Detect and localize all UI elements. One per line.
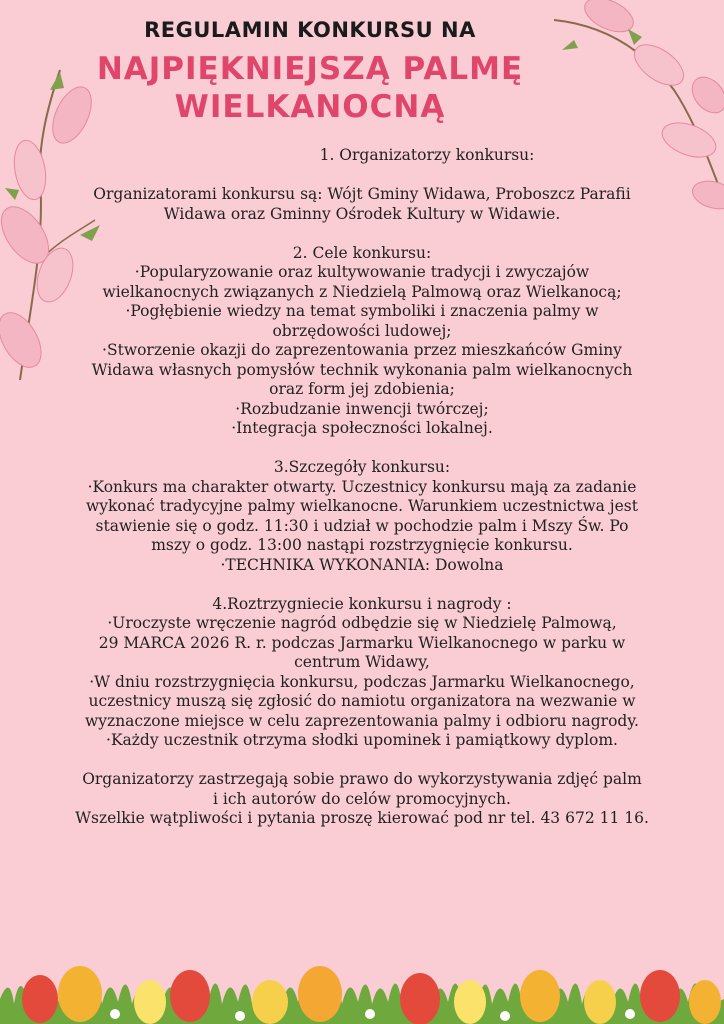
paragraph-line: ·Stworzenie okazji do zaprezentowania przez mieszkańców Gminy: [102, 341, 622, 359]
footer-line: i ich autorów do celów promocyjnych.: [213, 789, 511, 808]
paragraph-line: wyznaczone miejsce w celu zaprezentowania palmy i odbioru nagrody.: [85, 711, 639, 730]
paragraph-line: ·Uroczyste wręczenie nagród odbędzie się w Niedzielę Palmową,: [107, 614, 617, 632]
section-title-details: 3.Szczegóły konkursu:: [273, 458, 451, 476]
title-highlight: [90, 50, 530, 126]
paragraph-line: Organizatorami konkursu są: Wójt Gminy Widawa, Proboszcz Parafii: [93, 185, 631, 203]
title-line-1: REGULAMIN KONKURSU NA: [144, 18, 476, 42]
easter-meadow: [0, 944, 724, 1024]
paragraph-line: wielkanocnych związanych z Niedzielą Palmową oraz Wielkanocą;: [102, 282, 622, 301]
paragraph-line: ·Popularyzowanie oraz kultywowanie tradycji i zwyczajów: [134, 263, 590, 281]
paragraph-line: ·Konkurs ma charakter otwarty. Uczestnicy konkursu mają za zadanie: [87, 477, 637, 496]
paragraph-line: uczestnicy muszą się zgłosić do namiotu organizatora na wezwanie w: [88, 692, 636, 710]
paragraph-line: ·Rozbudzanie inwencji twórczej;: [235, 399, 489, 418]
paragraph-line: ·Pogłębienie wiedzy na temat symboliki i znaczenia palmy w: [125, 302, 599, 320]
paragraph-line: Widawa własnych pomysłów technik wykonania palm wielkanocnych: [91, 360, 633, 379]
paragraph-line: stawienie się o godz. 11:30 i udział w pochodzie palm i Mszy Św. Po: [95, 516, 629, 535]
section-title-awards: 4.Roztrzygniecie konkursu i nagrody :: [212, 594, 512, 613]
section-title-organizers: 1. Organizatorzy konkursu:: [319, 146, 535, 164]
paragraph-line: ·Integracja społeczności lokalnej.: [231, 419, 493, 437]
paragraph-line: oraz form jej zdobienia;: [269, 380, 455, 398]
paragraph-line: ·Każdy uczestnik otrzyma słodki upominek i pamiątkowy dyplom.: [106, 731, 618, 749]
rules-content: [40, 146, 684, 829]
section-title-goals: 2. Cele konkursu:: [292, 243, 432, 262]
footer-line: Wszelkie wątpliwości i pytania proszę kierować pod nr tel. 43 672 11 16.: [75, 809, 649, 827]
paragraph-line: 29 MARCA 2026 R. r. podczas Jarmarku Wielkanocnego w parku w: [98, 633, 626, 652]
paragraph-line: obrzędowości ludowej;: [272, 321, 452, 340]
paragraph-line: ·W dniu rozstrzygnięcia konkursu, podczas Jarmarku Wielkanocnego,: [89, 672, 635, 691]
footer-line: Organizatorzy zastrzegają sobie prawo do wykorzystywania zdjęć palm: [82, 770, 642, 788]
title-line-2: NAJPIĘKNIEJSZĄ PALMĘ: [96, 51, 524, 87]
paragraph-line: Widawa oraz Gminny Ośrodek Kultury w Widawie.: [163, 204, 561, 223]
title-line-3: WIELKANOCNĄ: [174, 89, 446, 125]
paragraph-line: ·TECHNIKA WYKONANIA: Dowolna: [220, 555, 504, 574]
paragraph-line: centrum Widawy,: [294, 653, 430, 671]
paragraph-line: mszy o godz. 13:00 nastąpi rozstrzygnięcie konkursu.: [151, 536, 573, 554]
paragraph-line: wykonać tradycyjne palmy wielkanocne. Warunkiem uczestnictwa jest: [86, 497, 638, 515]
